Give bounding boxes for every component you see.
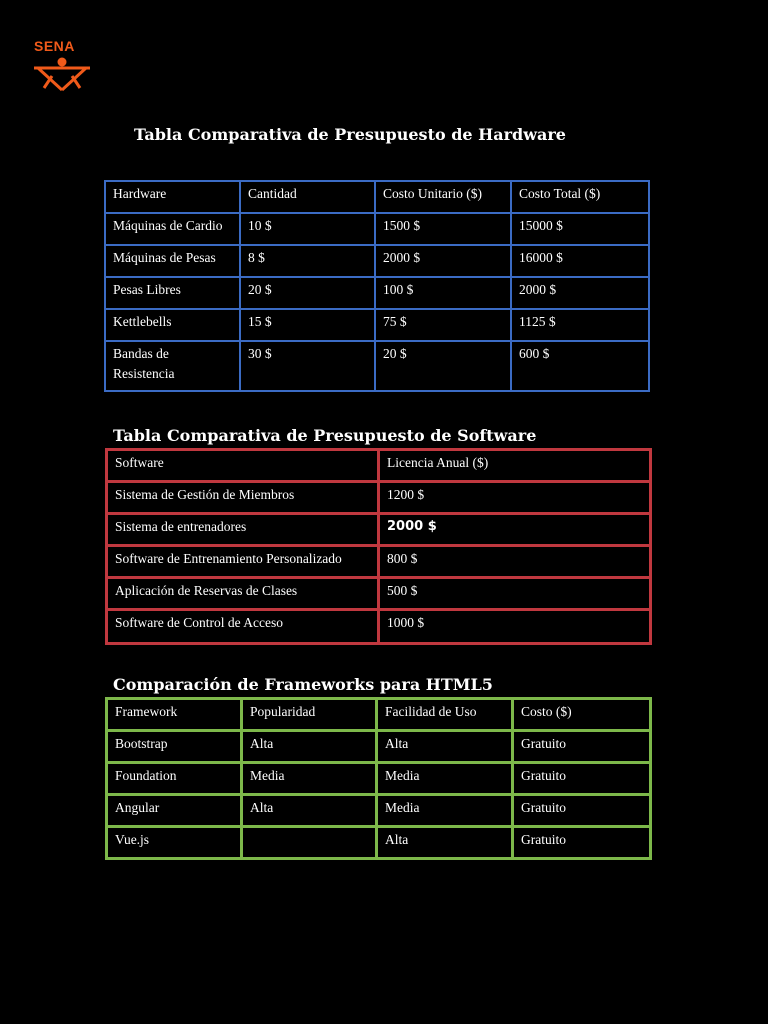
table-header-row: [107, 450, 651, 482]
table-cell: Media: [377, 795, 513, 827]
table-cell: 600 $: [511, 341, 649, 391]
table-cell: Bandas de Resistencia: [105, 341, 240, 391]
table-cell: Gratuito: [513, 731, 651, 763]
header-cell: Cantidad: [240, 181, 375, 213]
table-cell: 1000 $: [379, 610, 651, 644]
table-cell: Gratuito: [513, 827, 651, 859]
table-cell: 15 $: [240, 309, 375, 341]
header-cell: Costo ($): [513, 699, 651, 731]
table-cell: Media: [242, 763, 377, 795]
table-cell: 800 $: [379, 546, 651, 578]
table-cell: 15000 $: [511, 213, 649, 245]
table-cell: Bootstrap: [107, 731, 242, 763]
table-row: [107, 514, 651, 546]
table-header-row: [105, 181, 649, 213]
header-cell: Software: [107, 450, 379, 482]
table-row: [107, 763, 651, 795]
table-cell: 10 $: [240, 213, 375, 245]
table-row: [107, 795, 651, 827]
frameworks-table-title: Comparación de Frameworks para HTML5: [113, 675, 493, 694]
table-cell: Alta: [377, 827, 513, 859]
table-cell: Foundation: [107, 763, 242, 795]
table-row: [107, 827, 651, 859]
table-cell: Software de Control de Acceso: [107, 610, 379, 644]
table-cell: 2000 $: [375, 245, 511, 277]
software-table: [105, 448, 652, 645]
table-row: [107, 482, 651, 514]
software-table-title: Tabla Comparativa de Presupuesto de Software: [113, 426, 537, 445]
table-cell: Máquinas de Pesas: [105, 245, 240, 277]
table-cell: 1200 $: [379, 482, 651, 514]
table-cell: Alta: [242, 795, 377, 827]
table-cell: Gratuito: [513, 795, 651, 827]
header-cell: Licencia Anual ($): [379, 450, 651, 482]
table-cell: 20 $: [240, 277, 375, 309]
table-row: [105, 341, 649, 391]
table-cell: 20 $: [375, 341, 511, 391]
header-cell: Costo Total ($): [511, 181, 649, 213]
table-cell: Pesas Libres: [105, 277, 240, 309]
table-cell: Sistema de Gestión de Miembros: [107, 482, 379, 514]
table-row: [107, 546, 651, 578]
table-row: [105, 309, 649, 341]
logo-text: SENA: [34, 38, 75, 54]
table-cell: 2000 $: [379, 514, 651, 546]
table-cell: 500 $: [379, 578, 651, 610]
table-cell: Aplicación de Reservas de Clases: [107, 578, 379, 610]
header-cell: Costo Unitario ($): [375, 181, 511, 213]
table-cell: 16000 $: [511, 245, 649, 277]
table-cell: Gratuito: [513, 763, 651, 795]
header-cell: Hardware: [105, 181, 240, 213]
table-header-row: [107, 699, 651, 731]
table-cell: [242, 827, 377, 859]
table-cell: Alta: [377, 731, 513, 763]
table-cell: 75 $: [375, 309, 511, 341]
table-cell: 1500 $: [375, 213, 511, 245]
table-cell: Media: [377, 763, 513, 795]
header-cell: Facilidad de Uso: [377, 699, 513, 731]
table-cell: Vue.js: [107, 827, 242, 859]
header-cell: Framework: [107, 699, 242, 731]
table-row: [107, 610, 651, 644]
header-cell: Popularidad: [242, 699, 377, 731]
table-cell: Máquinas de Cardio: [105, 213, 240, 245]
table-cell: Sistema de entrenadores: [107, 514, 379, 546]
table-row: [105, 277, 649, 309]
table-row: [107, 731, 651, 763]
table-cell: Kettlebells: [105, 309, 240, 341]
table-cell: Angular: [107, 795, 242, 827]
hardware-table: [104, 180, 650, 392]
table-cell: 1125 $: [511, 309, 649, 341]
table-cell: 30 $: [240, 341, 375, 391]
table-row: [105, 245, 649, 277]
hardware-table-title: Tabla Comparativa de Presupuesto de Hardware: [134, 125, 566, 144]
table-cell: 100 $: [375, 277, 511, 309]
table-cell: 8 $: [240, 245, 375, 277]
table-row: [107, 578, 651, 610]
sena-logo: [30, 38, 94, 94]
table-cell: Software de Entrenamiento Personalizado: [107, 546, 379, 578]
table-cell: Alta: [242, 731, 377, 763]
table-row: [105, 213, 649, 245]
frameworks-table: [105, 697, 652, 860]
table-cell: 2000 $: [511, 277, 649, 309]
